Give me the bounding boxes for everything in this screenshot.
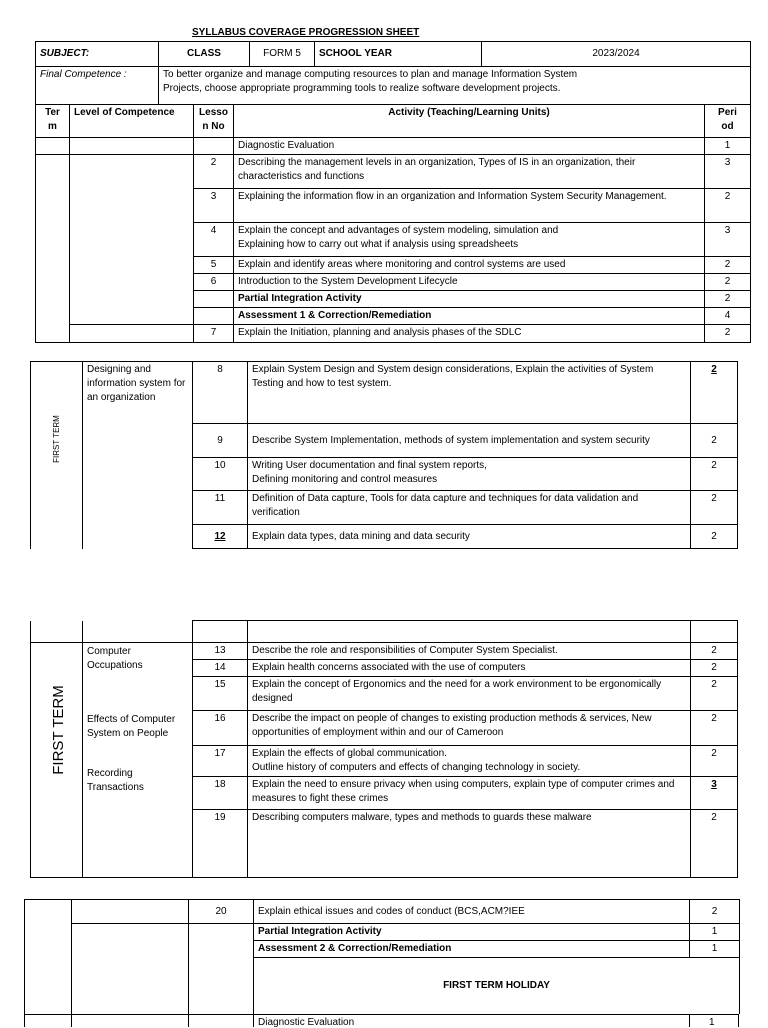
col-level: Level of Competence <box>70 105 194 138</box>
table-row: 5 Explain and identify areas where monitoring and control systems are used 2 <box>36 257 751 274</box>
table-row: Partial Integration Activity 1 <box>25 924 740 941</box>
level-cell: Designing and information system for an organization <box>83 362 193 549</box>
table-row: Assessment 2 & Correction/Remediation 1 <box>25 941 740 958</box>
progress-table-1 <box>35 104 751 343</box>
table-row: 2 Describing the management levels in an organization, Types of IS in an organization, their characteristics and functions 3 <box>36 155 751 189</box>
table-row: FIRST TERM Designing and information system for an organization 8 Explain System Design and System design considerations, Explain the activities of System Testing and how to test system. 2 <box>31 362 738 424</box>
table-row: 15 Explain the concept of Ergonomics and the need for a work environment to be ergonomically designed 2 <box>31 677 738 711</box>
year-label: SCHOOL YEAR <box>315 42 482 67</box>
table-row: 18 Explain the need to ensure privacy when using computers, explain type of computer crimes and measures to fight these crimes 3 <box>31 777 738 810</box>
header-table <box>35 41 751 105</box>
table-row: 10 Writing User documentation and final system reports, Defining monitoring and control measures 2 <box>31 458 738 491</box>
table-row: Diagnostic Evaluation 1 <box>36 138 751 155</box>
table-row: 9 Describe System Implementation, methods of system implementation and system security 2 <box>31 424 738 458</box>
cut-row: Diagnostic Evaluation 1 <box>24 1014 739 1027</box>
table-row: 16 Describe the impact on people of changes to existing production methods & services, New opportunities of employment within and our of Cameroon 2 <box>31 711 738 746</box>
competence-label: Final Competence : <box>36 67 159 105</box>
table-row: 7 Explain the Initiation, planning and analysis phases of the SDLC 2 <box>36 325 751 343</box>
class-label: CLASS <box>159 42 250 67</box>
term-cell: FIRST TERM <box>31 362 83 549</box>
table-row: 19 Describing computers malware, types and methods to guards these malware 2 <box>31 810 738 878</box>
col-lesson: Lesso n No <box>194 105 234 138</box>
progress-table-2 <box>30 361 738 549</box>
level-cell: Computer Occupations Effects of Computer System on People Recording Transactions <box>83 643 193 878</box>
table-row: 20 Explain ethical issues and codes of conduct (BCS,ACM?IEE 2 <box>25 900 740 924</box>
table-row: 14 Explain health concerns associated with the use of computers 2 <box>31 660 738 677</box>
table-row: 17 Explain the effects of global communication. Outline history of computers and effects of changing technology in society. 2 <box>31 746 738 777</box>
col-period: Peri od <box>705 105 751 138</box>
progress-table-4 <box>24 899 740 1014</box>
col-activity: Activity (Teaching/Learning Units) <box>234 105 705 138</box>
table-row: 12 Explain data types, data mining and data security 2 <box>31 525 738 549</box>
table-row: 11 Definition of Data capture, Tools for data capture and techniques for data validation and verification 2 <box>31 491 738 525</box>
competence-text: To better organize and manage computing resources to plan and manage Information System Projects, choose appropriate programming tools to realize software development projects. <box>159 67 751 105</box>
table-row: Assessment 1 & Correction/Remediation 4 <box>36 308 751 325</box>
table-row: 6 Introduction to the System Development Lifecycle 2 <box>36 274 751 291</box>
table-row: 4 Explain the concept and advantages of system modeling, simulation and Explaining how to carry out what if analysis using spreadsheets 3 <box>36 223 751 257</box>
subject-label: SUBJECT: <box>36 42 159 67</box>
col-term: Ter m <box>36 105 70 138</box>
holiday-label: FIRST TERM HOLIDAY <box>254 958 740 1014</box>
table-row: Partial Integration Activity 2 <box>36 291 751 308</box>
term-cell: FIRST TERM <box>31 643 83 878</box>
table-row: 3 Explaining the information flow in an organization and Information System Security Management. 2 <box>36 189 751 223</box>
page-title: SYLLABUS COVERAGE PROGRESSION SHEET <box>192 27 420 38</box>
year-value: 2023/2024 <box>482 42 751 67</box>
class-value: FORM 5 <box>250 42 315 67</box>
table-row: FIRST TERM Computer Occupations Effects of Computer System on People Recording Transactions 13 Describe the role and responsibilities of Computer System Specialist. 2 <box>31 643 738 660</box>
progress-table-3 <box>30 620 738 878</box>
